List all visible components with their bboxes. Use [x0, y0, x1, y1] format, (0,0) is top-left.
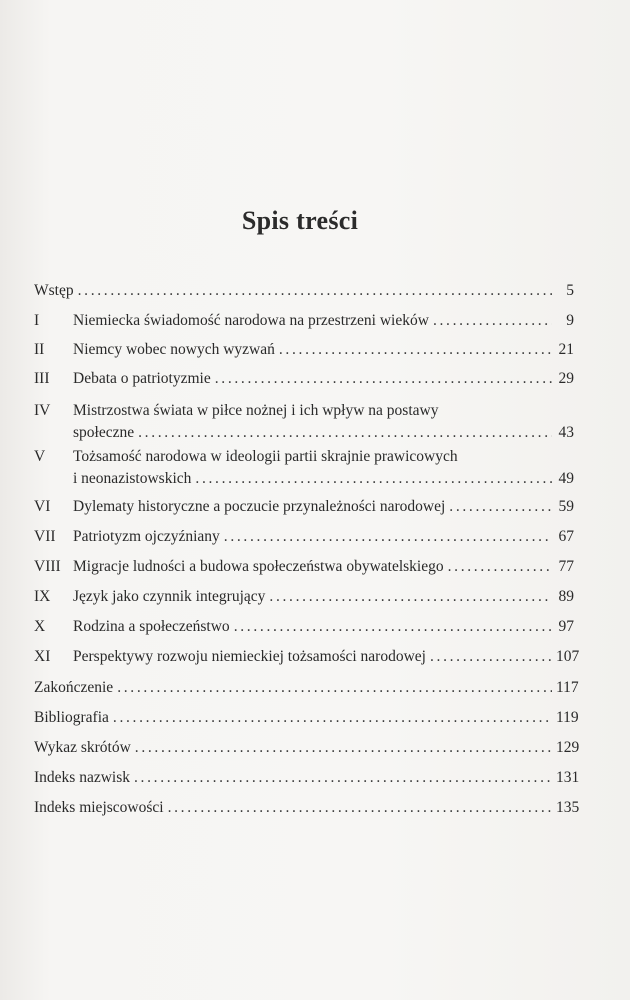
chapter-number: VI	[34, 498, 51, 515]
toc-entry-page: 129	[556, 739, 580, 756]
toc-entry-page: 43	[558, 424, 574, 441]
dot-leader	[135, 737, 552, 759]
dot-leader	[234, 616, 552, 638]
toc-entry	[34, 646, 580, 668]
toc-entry-title-line1: Tożsamość narodowa w ideologii partii skrajnie prawicowych	[73, 448, 458, 465]
toc-entry	[34, 400, 574, 444]
dot-leader	[430, 646, 552, 668]
toc-entry	[34, 767, 580, 789]
toc-entry-page: 59	[558, 498, 574, 515]
toc-entry-page: 135	[556, 799, 580, 816]
toc-entry-page: 21	[558, 341, 574, 358]
chapter-number: IV	[34, 402, 51, 419]
toc-entry	[34, 446, 574, 490]
toc-entry	[34, 677, 579, 699]
toc-entry-title: Zakończenie	[34, 679, 114, 696]
toc-entry-page: 67	[558, 528, 574, 545]
chapter-number: XI	[34, 648, 51, 665]
toc-entry-title: Migracje ludności a budowa społeczeństwa obywatelskiego	[73, 558, 444, 575]
dot-leader	[269, 586, 552, 608]
toc-entry	[34, 368, 574, 390]
chapter-number: III	[34, 370, 50, 387]
dot-leader	[279, 339, 552, 361]
toc-entry-title-line1: Mistrzostwa świata w piłce nożnej i ich wpływ na postawy	[73, 402, 439, 419]
dot-leader	[224, 526, 552, 548]
toc-entry-page: 89	[558, 588, 574, 605]
toc-entry-page: 5	[566, 282, 574, 299]
dot-leader	[78, 280, 552, 302]
toc-entry	[34, 797, 580, 819]
chapter-number: II	[34, 341, 45, 358]
toc-entry-page: 29	[558, 370, 574, 387]
toc-entry-title: Rodzina a społeczeństwo	[73, 618, 230, 635]
toc-entry-title: Perspektywy rozwoju niemieckiej tożsamości narodowej	[73, 648, 426, 665]
toc-entry-title-line2: społeczne	[73, 424, 135, 441]
toc-entry	[34, 526, 574, 548]
toc-entry-page: 107	[556, 648, 580, 665]
toc-entry	[34, 556, 574, 578]
toc-entry-title: Niemcy wobec nowych wyzwań	[73, 341, 275, 358]
toc-entry-title: Bibliografia	[34, 709, 109, 726]
toc-entry-page: 97	[558, 618, 574, 635]
toc-entry-title: Wykaz skrótów	[34, 739, 131, 756]
toc-entry-title: Wstęp	[34, 282, 74, 299]
toc-entry-title: Język jako czynnik integrujący	[73, 588, 266, 605]
toc-entry-title: Indeks miejscowości	[34, 799, 164, 816]
toc-entry	[34, 737, 580, 759]
dot-leader	[449, 496, 552, 518]
dot-leader	[113, 707, 552, 729]
toc-entry-page: 77	[558, 558, 574, 575]
toc-entry-page: 117	[556, 679, 579, 696]
chapter-number: I	[34, 312, 40, 329]
dot-leader	[168, 797, 552, 819]
dot-leader	[195, 468, 552, 490]
toc-entry-title: Niemiecka świadomość narodowa na przestrzeni wieków	[73, 312, 429, 329]
toc-entry-page: 9	[566, 312, 574, 329]
page-title: Spis treści	[241, 206, 359, 235]
toc-entry	[34, 496, 574, 518]
toc-entry	[34, 310, 574, 332]
toc-entry-title: Debata o patriotyzmie	[73, 370, 211, 387]
dot-leader	[138, 422, 552, 444]
toc-entry-page: 119	[556, 709, 579, 726]
chapter-number: VIII	[34, 558, 61, 575]
dot-leader	[433, 310, 552, 332]
chapter-number: X	[34, 618, 46, 635]
toc-entry-title: Patriotyzm ojczyźniany	[73, 528, 220, 545]
chapter-number: VII	[34, 528, 56, 545]
toc-entry-page: 131	[556, 769, 580, 786]
chapter-number: IX	[34, 588, 51, 605]
toc-entry-page: 49	[558, 470, 574, 487]
toc-entry	[34, 339, 574, 361]
dot-leader	[134, 767, 552, 789]
dot-leader	[117, 677, 552, 699]
dot-leader	[448, 556, 552, 578]
toc-entry	[34, 586, 574, 608]
dot-leader	[215, 368, 552, 390]
toc-entry-title-line2: i neonazistowskich	[73, 470, 192, 487]
toc-entry	[34, 280, 574, 302]
toc-entry	[34, 707, 579, 729]
toc-entry-title: Dylematy historyczne a poczucie przynależności narodowej	[73, 498, 446, 515]
toc-entry	[34, 616, 574, 638]
chapter-number: V	[34, 448, 46, 465]
toc-entry-title: Indeks nazwisk	[34, 769, 130, 786]
